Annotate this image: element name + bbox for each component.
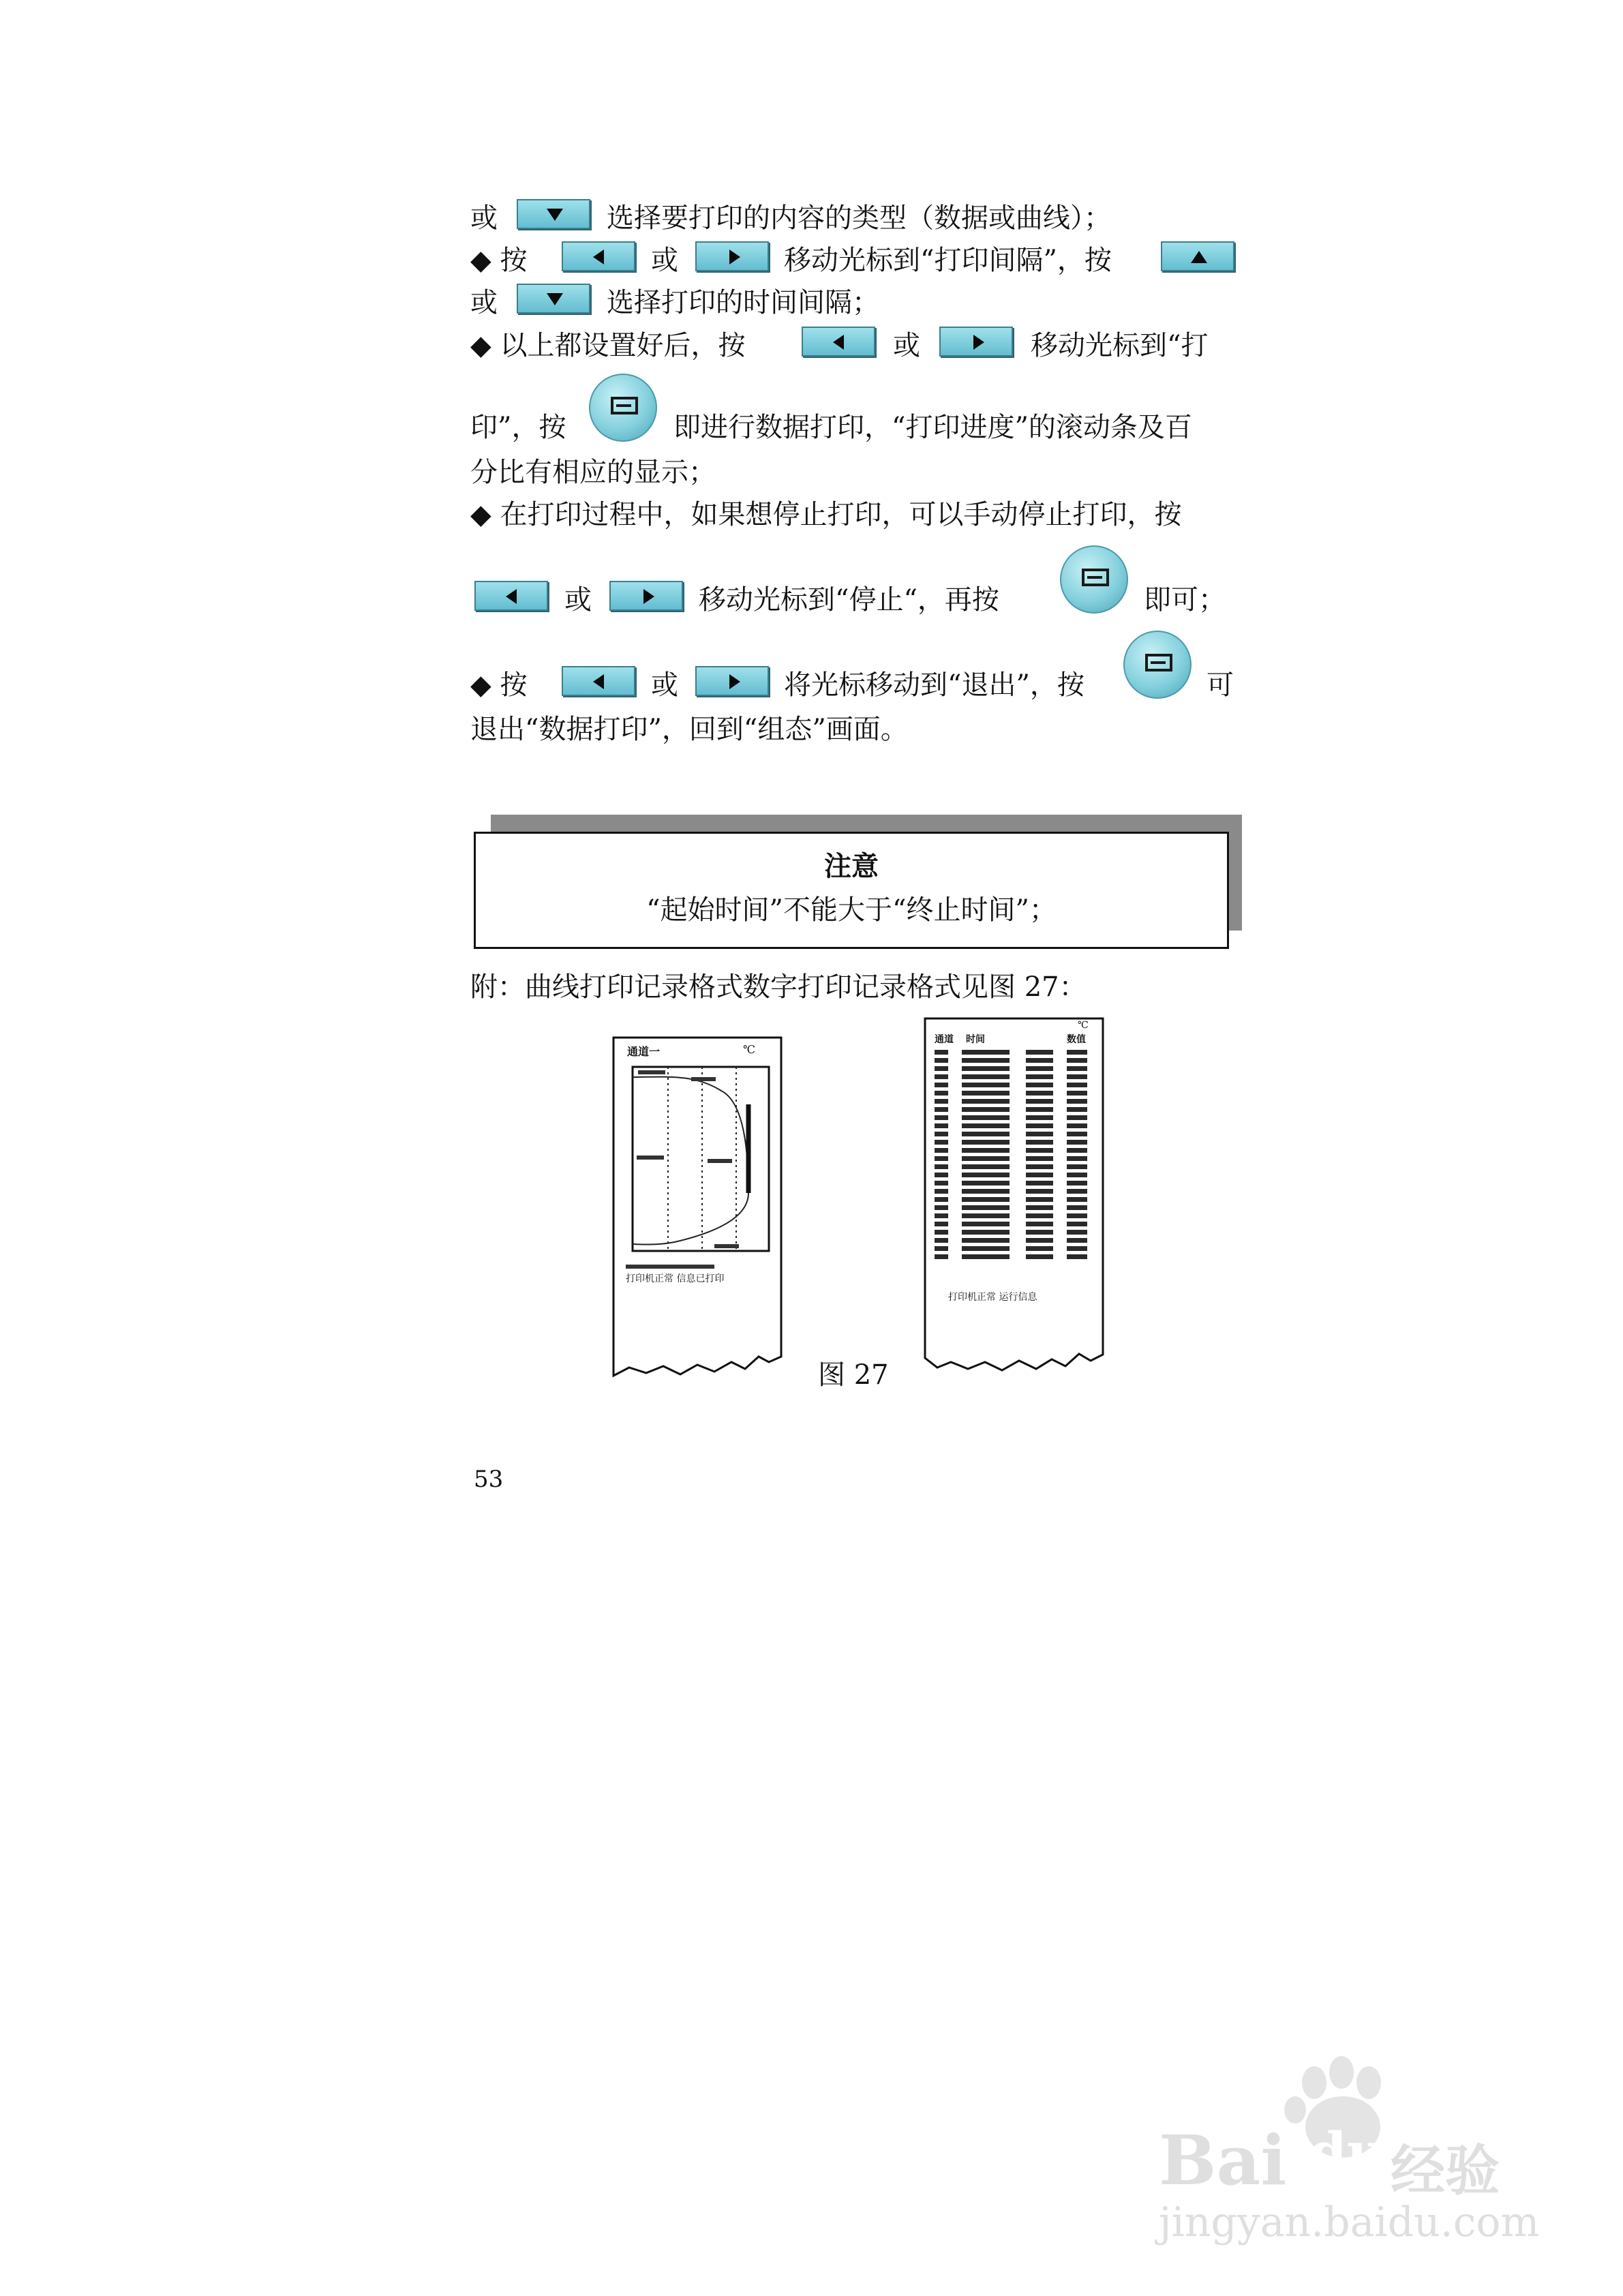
text: 或 bbox=[651, 669, 678, 701]
text: 即进行数据打印，“打印进度”的滚动条及百 bbox=[673, 412, 1192, 443]
receipt-data-row bbox=[935, 1115, 948, 1120]
left-arrow-key-icon bbox=[474, 581, 548, 611]
receipt-data-row bbox=[1026, 1173, 1053, 1177]
receipt-data-row bbox=[1067, 1189, 1087, 1194]
text: ◆ 按 bbox=[470, 669, 528, 701]
receipt-data-row bbox=[1067, 1115, 1087, 1120]
text: 或 bbox=[564, 584, 592, 616]
receipt-data-row bbox=[1067, 1156, 1087, 1161]
receipt-data-row bbox=[1067, 1230, 1087, 1235]
note-title: 注意 bbox=[824, 851, 879, 882]
receipt-data-row bbox=[935, 1123, 948, 1128]
receipt-data-row bbox=[935, 1058, 948, 1063]
receipt-data-row bbox=[962, 1074, 1010, 1079]
text: 或 bbox=[893, 330, 920, 361]
receipt-data-row bbox=[962, 1254, 1010, 1259]
receipt-data-row bbox=[962, 1189, 1010, 1194]
receipt-data-row bbox=[1067, 1148, 1087, 1153]
receipt-data-row bbox=[935, 1164, 948, 1169]
enter-key-icon bbox=[589, 374, 657, 442]
receipt-data-row bbox=[962, 1230, 1010, 1235]
receipt-data-row bbox=[1067, 1213, 1087, 1218]
appendix-text: 附：曲线打印记录格式数字打印记录格式见图 27： bbox=[470, 971, 1087, 1003]
receipt-data-row bbox=[935, 1132, 948, 1136]
text: 移动光标到“打印间隔”，按 bbox=[784, 245, 1112, 276]
receipt-data-row bbox=[1026, 1050, 1053, 1055]
receipt-data-row bbox=[1026, 1197, 1053, 1202]
receipt-data-row bbox=[962, 1066, 1010, 1071]
receipt-data-row bbox=[962, 1148, 1010, 1153]
receipt-data-row bbox=[1026, 1099, 1053, 1104]
figure-caption: 图 27 bbox=[818, 1359, 889, 1391]
receipt-data-row bbox=[962, 1132, 1010, 1136]
receipt-data-row bbox=[1067, 1140, 1087, 1145]
receipt-data-row bbox=[962, 1115, 1010, 1120]
receipt-data-row bbox=[935, 1254, 948, 1259]
receipt-data-row bbox=[1067, 1074, 1087, 1079]
right-arrow-key-icon bbox=[695, 241, 769, 271]
receipt-data-row bbox=[1067, 1091, 1087, 1096]
receipt-data-row bbox=[935, 1189, 948, 1194]
receipt-data-row bbox=[1067, 1197, 1087, 1202]
receipt-data-row bbox=[962, 1140, 1010, 1145]
receipt-data-row bbox=[935, 1197, 948, 1202]
text: 或 bbox=[651, 245, 678, 276]
receipt-data-row bbox=[1026, 1254, 1053, 1259]
receipt-data-row bbox=[1067, 1123, 1087, 1128]
receipt-data-row bbox=[935, 1238, 948, 1243]
down-arrow-key-icon bbox=[517, 284, 590, 314]
receipt-data-row bbox=[935, 1066, 948, 1071]
watermark-url: jingyan.baidu.com bbox=[1159, 2199, 1540, 2246]
curve-print-receipt bbox=[612, 1036, 783, 1391]
text: ◆ 按 bbox=[470, 245, 528, 276]
left-arrow-key-icon bbox=[802, 327, 875, 357]
receipt-data-row bbox=[962, 1099, 1010, 1104]
receipt-data-row bbox=[1026, 1148, 1053, 1153]
receipt-data-row bbox=[935, 1074, 948, 1079]
text: 退出“数据打印”，回到“组态”画面。 bbox=[470, 714, 908, 745]
note-text: “起始时间”不能大于“终止时间”； bbox=[646, 894, 1057, 926]
receipt-data-row bbox=[962, 1123, 1010, 1128]
receipt-data-row bbox=[935, 1050, 948, 1055]
receipt-data-row bbox=[962, 1107, 1010, 1112]
watermark bbox=[1152, 2052, 1540, 2256]
receipt-data-row bbox=[962, 1173, 1010, 1177]
receipt-unit: ℃ bbox=[1078, 1020, 1089, 1031]
receipt-data-row bbox=[1026, 1091, 1053, 1096]
receipt-col3: 数值 bbox=[1067, 1034, 1086, 1045]
receipt-col2: 时间 bbox=[966, 1034, 985, 1045]
enter-key-icon bbox=[1060, 545, 1128, 614]
text: 即可； bbox=[1144, 584, 1226, 616]
receipt-data-row bbox=[1026, 1115, 1053, 1120]
receipt-data-row bbox=[1026, 1123, 1053, 1128]
left-arrow-key-icon bbox=[562, 241, 635, 271]
receipt-data-row bbox=[935, 1213, 948, 1218]
text: 可 bbox=[1207, 669, 1234, 701]
receipt-data-row bbox=[1026, 1156, 1053, 1161]
receipt-data-row bbox=[1067, 1246, 1087, 1251]
receipt-data-row bbox=[935, 1099, 948, 1104]
receipt-data-row bbox=[962, 1213, 1010, 1218]
text: 将光标移动到“退出”，按 bbox=[784, 669, 1084, 701]
receipt-data-row bbox=[962, 1246, 1010, 1251]
receipt-data-row bbox=[1026, 1205, 1053, 1210]
receipt-data-row bbox=[935, 1181, 948, 1185]
receipt-data-row bbox=[935, 1148, 948, 1153]
receipt-data-row bbox=[962, 1222, 1010, 1226]
receipt-col1: 通道 bbox=[935, 1034, 954, 1045]
text: 选择打印的时间间隔； bbox=[607, 287, 879, 318]
note-box bbox=[474, 832, 1229, 949]
receipt-data-row bbox=[1067, 1173, 1087, 1177]
receipt-data-row bbox=[962, 1197, 1010, 1202]
receipt-data-row bbox=[1067, 1132, 1087, 1136]
receipt-data-row bbox=[935, 1083, 948, 1087]
receipt-data-row bbox=[1026, 1140, 1053, 1145]
text: 选择要打印的内容的类型（数据或曲线）； bbox=[607, 202, 1111, 234]
receipt-data-row bbox=[1067, 1254, 1087, 1259]
enter-key-icon bbox=[1123, 631, 1192, 699]
receipt-data-row bbox=[1067, 1164, 1087, 1169]
receipt-data-row bbox=[1067, 1099, 1087, 1104]
receipt-data-row bbox=[962, 1091, 1010, 1096]
up-arrow-key-icon bbox=[1161, 241, 1234, 271]
page-number: 53 bbox=[474, 1466, 504, 1493]
receipt-data-row bbox=[1067, 1238, 1087, 1243]
receipt-data-row bbox=[962, 1050, 1010, 1055]
receipt-data-row bbox=[1067, 1050, 1087, 1055]
receipt-data-row bbox=[962, 1156, 1010, 1161]
text: 或 bbox=[470, 287, 498, 318]
receipt-footer: 打印机正常 信息已打印 bbox=[626, 1273, 725, 1284]
watermark-suffix: 经验 bbox=[1391, 2139, 1500, 2203]
text: 移动光标到“停止“，再按 bbox=[699, 584, 999, 616]
text: ◆ 在打印过程中，如果想停止打印，可以手动停止打印，按 bbox=[470, 499, 1182, 530]
receipt-data-row bbox=[935, 1140, 948, 1145]
data-print-receipt bbox=[924, 1017, 1104, 1391]
receipt-data-row bbox=[1026, 1058, 1053, 1063]
receipt-data-row bbox=[1026, 1230, 1053, 1235]
right-arrow-key-icon bbox=[939, 327, 1013, 357]
receipt-data-row bbox=[962, 1238, 1010, 1243]
receipt-data-row bbox=[1067, 1083, 1087, 1087]
receipt-data-row bbox=[1026, 1238, 1053, 1243]
text: 移动光标到“打 bbox=[1031, 330, 1209, 361]
receipt-data-row bbox=[1067, 1222, 1087, 1226]
receipt-data-row bbox=[962, 1205, 1010, 1210]
receipt-data-row bbox=[935, 1230, 948, 1235]
receipt-data-row bbox=[935, 1173, 948, 1177]
receipt-data-row bbox=[962, 1164, 1010, 1169]
receipt-data-row bbox=[1026, 1074, 1053, 1079]
receipt-data-row bbox=[1026, 1164, 1053, 1169]
receipt-data-row bbox=[935, 1156, 948, 1161]
text: 印”，按 bbox=[470, 412, 566, 443]
receipt-data-row bbox=[935, 1222, 948, 1226]
receipt-data-row bbox=[1026, 1181, 1053, 1185]
left-arrow-key-icon bbox=[562, 666, 635, 696]
receipt-data-row bbox=[1067, 1066, 1087, 1071]
receipt-data-row bbox=[935, 1091, 948, 1096]
receipt-title: 通道一 bbox=[627, 1045, 661, 1058]
receipt-data-row bbox=[1026, 1246, 1053, 1251]
receipt-data-row bbox=[1026, 1083, 1053, 1087]
down-arrow-key-icon bbox=[517, 199, 590, 229]
receipt-data-row bbox=[1067, 1058, 1087, 1063]
text: 或 bbox=[470, 202, 498, 234]
receipt-unit: ℃ bbox=[743, 1043, 755, 1056]
receipt-data-row bbox=[935, 1246, 948, 1251]
text: ◆ 以上都设置好后，按 bbox=[470, 330, 746, 361]
right-arrow-key-icon bbox=[609, 581, 683, 611]
receipt-footer: 打印机正常 运行信息 bbox=[948, 1292, 1037, 1303]
right-arrow-key-icon bbox=[695, 666, 769, 696]
receipt-data-row bbox=[935, 1107, 948, 1112]
receipt-data-row bbox=[1026, 1222, 1053, 1226]
receipt-data-row bbox=[962, 1058, 1010, 1063]
receipt-data-row bbox=[1026, 1132, 1053, 1136]
receipt-data-row bbox=[1067, 1205, 1087, 1210]
receipt-data-row bbox=[1067, 1107, 1087, 1112]
watermark-brand2: du bbox=[1309, 2120, 1387, 2184]
receipt-data-row bbox=[1026, 1213, 1053, 1218]
watermark-brand: Bai bbox=[1159, 2120, 1287, 2201]
receipt-data-row bbox=[1067, 1181, 1087, 1185]
receipt-data-row bbox=[1026, 1189, 1053, 1194]
receipt-data-row bbox=[962, 1181, 1010, 1185]
receipt-data-row bbox=[962, 1083, 1010, 1087]
text: 分比有相应的显示； bbox=[470, 457, 716, 488]
receipt-data-row bbox=[935, 1205, 948, 1210]
receipt-data-row bbox=[1026, 1107, 1053, 1112]
receipt-data-row bbox=[1026, 1066, 1053, 1071]
